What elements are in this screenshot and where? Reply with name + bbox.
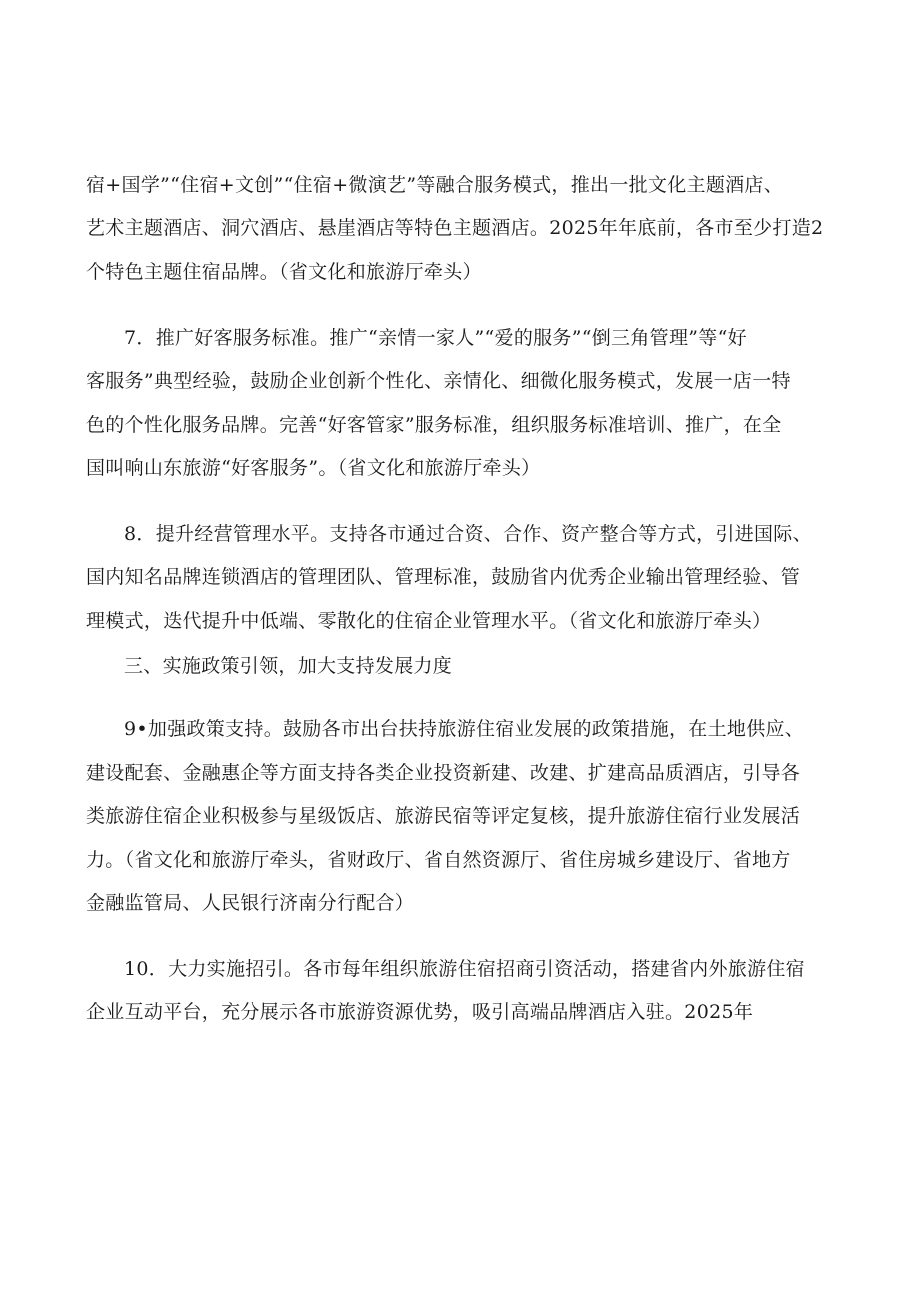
paragraph-9-line-1: 9•加强政策支持。鼓励各市出台扶持旅游住宿业发展的政策措施，在土地供应、 bbox=[124, 718, 805, 740]
paragraph-8-line-3: 理模式，迭代提升中低端、零散化的住宿企业管理水平。（省文化和旅游厅牵头） bbox=[86, 610, 772, 632]
paragraph-continuation-line-2: 艺术主题酒店、洞穴酒店、悬崖酒店等特色主题酒店。2025年年底前，各市至少打造2 bbox=[86, 217, 824, 239]
paragraph-7-line-2: 客服务”典型经验，鼓励企业创新个性化、亲情化、细微化服务模式，发展一店一特 bbox=[86, 370, 791, 392]
paragraph-10-line-1: 10．大力实施招引。各市每年组织旅游住宿招商引资活动，搭建省内外旅游住宿 bbox=[124, 958, 805, 980]
paragraph-7-line-1: 7．推广好客服务标准。推广“亲情一家人”“爱的服务”“倒三角管理”等“好 bbox=[124, 327, 747, 349]
section-3-heading: 三、实施政策引领，加大支持发展力度 bbox=[124, 655, 453, 677]
paragraph-continuation-line-3: 个特色主题住宿品牌。（省文化和旅游厅牵头） bbox=[86, 261, 482, 283]
paragraph-7-line-3: 色的个性化服务品牌。完善“好客管家”服务标准，组织服务标准培训、推广，在全 bbox=[86, 414, 782, 436]
paragraph-9-line-4: 力。（省文化和旅游厅牵头，省财政厅、省自然资源厅、省住房城乡建设厅、省地方 bbox=[86, 849, 791, 871]
paragraph-9-line-2: 建设配套、金融惠企等方面支持各类企业投资新建、改建、扩建高品质酒店，引导各 bbox=[86, 762, 801, 784]
paragraph-continuation-line-1: 宿+国学”“住宿+文创”“住宿+微演艺”等融合服务模式，推出一批文化主题酒店、 bbox=[86, 174, 784, 196]
paragraph-8-line-1: 8．提升经营管理水平。支持各市通过合资、合作、资产整合等方式，引进国际、 bbox=[124, 523, 812, 545]
paragraph-10-line-2: 企业互动平台，充分展示各市旅游资源优势，吸引高端品牌酒店入驻。2025年 bbox=[86, 1001, 754, 1023]
paragraph-8-line-2: 国内知名品牌连锁酒店的管理团队、管理标准，鼓励省内优秀企业输出管理经验、管 bbox=[86, 566, 801, 588]
paragraph-9-line-3: 类旅游住宿企业积极参与星级饭店、旅游民宿等评定复核，提升旅游住宿行业发展活 bbox=[86, 805, 801, 827]
paragraph-7-line-4: 国叫响山东旅游“好客服务”。（省文化和旅游厅牵头） bbox=[86, 457, 541, 479]
paragraph-9-line-5: 金融监管局、人民银行济南分行配合） bbox=[86, 892, 415, 914]
